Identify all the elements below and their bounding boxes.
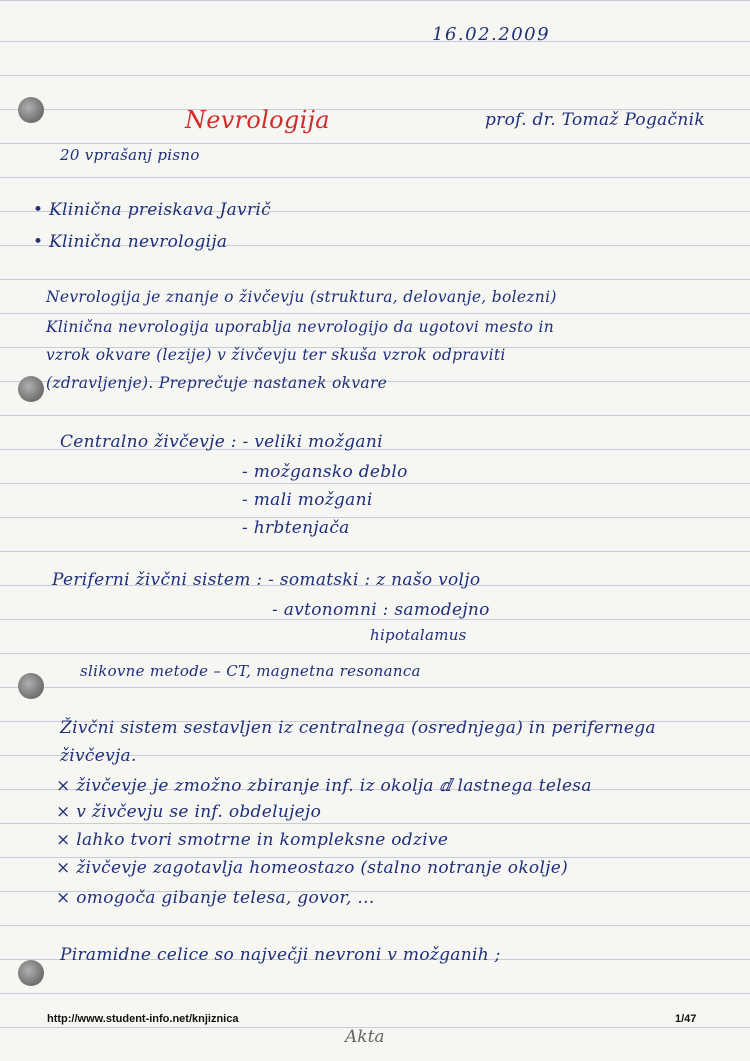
binder-hole xyxy=(18,673,44,699)
note-line: Nevrologija je znanje o živčevju (struktura, delovanje, bolezni) xyxy=(46,288,557,306)
binder-hole xyxy=(18,376,44,402)
note-line: - možgansko deblo xyxy=(242,462,408,482)
note-line: × omogoča gibanje telesa, govor, ... xyxy=(56,888,375,908)
note-line: • Klinična nevrologija xyxy=(33,232,228,252)
note-line: vzrok okvare (lezije) v živčevju ter skuša vzrok odpraviti xyxy=(46,346,506,364)
note-line: Periferni živčni sistem : - somatski : z našo voljo xyxy=(52,570,481,590)
note-line: Centralno živčevje : - veliki možgani xyxy=(60,432,383,452)
note-line: - avtonomni : samodejno xyxy=(272,600,490,620)
page-number: 1/47 xyxy=(675,1013,697,1025)
note-line: Živčni sistem sestavljen iz centralnega (osrednjega) in perifernega xyxy=(60,718,656,738)
note-title: Nevrologija xyxy=(185,106,330,134)
note-line: slikovne metode – CT, magnetna resonanca xyxy=(80,662,421,680)
professor-name: prof. dr. Tomaž Pogačnik xyxy=(485,110,705,130)
note-line: živčevja. xyxy=(60,746,137,766)
note-line: 20 vprašanj pisno xyxy=(60,146,200,164)
note-line: × živčevje je zmožno zbiranje inf. iz okolja ⅆ lastnega telesa xyxy=(56,776,592,796)
note-line: × živčevje zagotavlja homeostazo (stalno notranje okolje) xyxy=(56,858,569,878)
note-line: - mali možgani xyxy=(242,490,373,510)
note-date: 16.02.2009 xyxy=(432,24,551,45)
note-line: (zdravljenje). Preprečuje nastanek okvare xyxy=(46,374,388,392)
footer-url: http://www.student-info.net/knjiznica xyxy=(47,1013,239,1025)
note-line: hipotalamus xyxy=(370,626,467,644)
note-line: Piramidne celice so največji nevroni v možganih ; xyxy=(60,945,501,965)
brand-logo: Akta xyxy=(345,1027,385,1047)
note-line: - hrbtenjača xyxy=(242,518,350,538)
note-line: • Klinična preiskava Javrič xyxy=(33,200,271,220)
note-line: × lahko tvori smotrne in kompleksne odzive xyxy=(56,830,449,850)
binder-hole xyxy=(18,960,44,986)
binder-hole xyxy=(18,97,44,123)
note-line: Klinična nevrologija uporablja nevrologijo da ugotovi mesto in xyxy=(46,318,555,336)
note-line: × v živčevju se inf. obdelujejo xyxy=(56,802,322,822)
